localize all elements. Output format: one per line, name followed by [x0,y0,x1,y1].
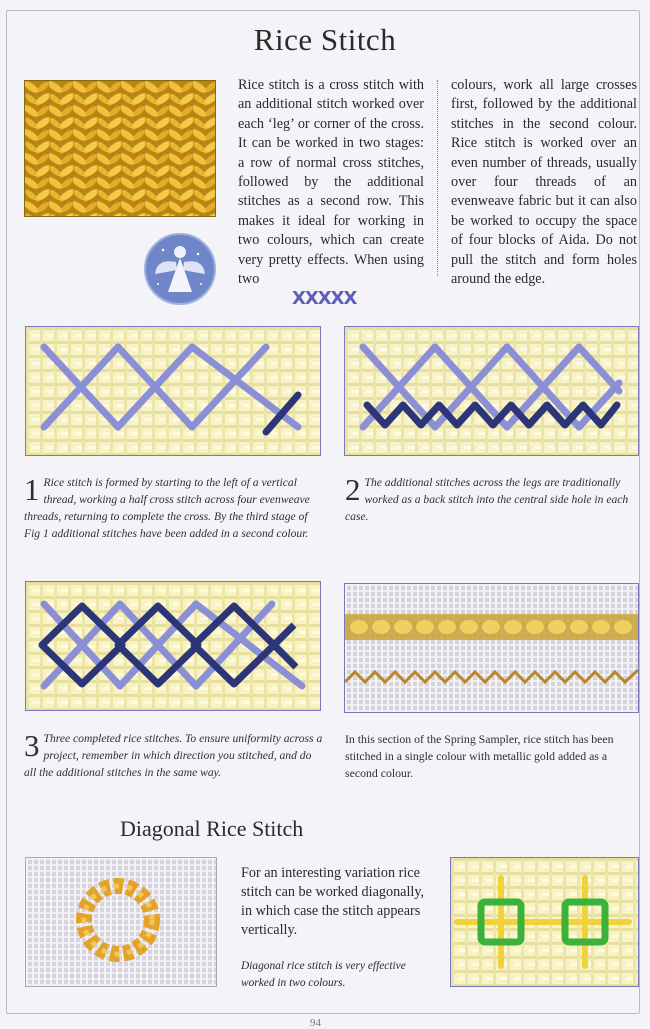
fig1-caption-text: Rice stitch is formed by starting to the left of a vertical thread, working a half cross stitch across four evenweave threads, returning to complete the cross. By the third stage of Fig 1 additional stitches have been added in a second colour. [24,476,310,540]
diagonal-subtitle: Diagonal Rice Stitch [120,816,304,841]
fig2-caption-text: The additional stitches across the legs are traditionally worked as a back stitch into the central side hole in each case. [345,476,629,523]
fig3-diagram [25,581,321,711]
rice-stitch-photo [24,80,216,217]
fig3-caption [24,730,324,781]
fig2-number: 2 [345,472,361,507]
page-title: Rice Stitch [253,22,397,57]
intro-text-column-2: colours, work all large crosses first, followed by the additional stitches in the second colour. Rice stitch is worked over an even number of threads, usually over four threads of an evenweave fabric but it can also be worked to occupy the space of four blocks of Aida. Do not pull the stitch and form holes around the edge. [451,77,637,288]
sampler-caption: In this section of the Spring Sampler, rice stitch has been stitched in a single colour with metallic gold added as a second colour. [345,732,614,780]
diagonal-rice-diagram [450,857,639,987]
fig1-caption [24,474,322,542]
page-number: 94 [310,1017,321,1029]
fig1-diagram [25,326,321,456]
cross-ornament: XXXXX [292,288,357,309]
diagonal-caption: Diagonal rice stitch is very effective worked in two colours. [241,960,406,989]
fig3-caption-text: Three completed rice stitches. To ensure uniformity across a project, remember in which direction you stitched, and do all the additional stitches in the same way. [24,732,323,779]
column-divider [437,80,438,276]
diagonal-rice-photo [25,857,217,987]
fig2-caption [345,474,635,525]
spring-sampler-photo [344,583,639,713]
fig1-number: 1 [24,472,40,507]
diagonal-text: For an interesting variation rice stitch can be worked diagonally, in which case the stitch appears vertically. [241,865,425,938]
fig3-number: 3 [24,728,40,763]
fig2-diagram [344,326,639,456]
angel-ornament-image [143,232,217,306]
intro-text-column-1: Rice stitch is a cross stitch with an additional stitch worked over each ‘leg’ or corner of the cross. It can be worked in two stages: a row of normal cross stitches, followed by the additional stitches as a second row. This makes it ideal for working in two colours, which can create very pretty effects. When using two [238,77,424,288]
